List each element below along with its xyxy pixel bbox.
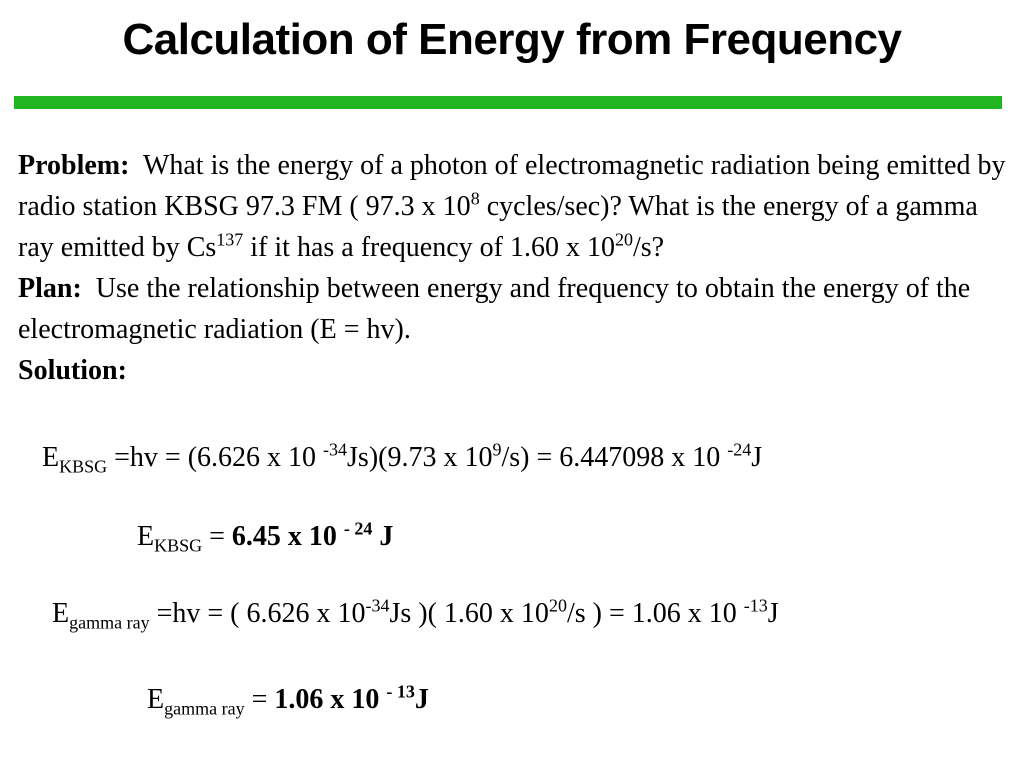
eq3-part-2: Js )( 1.60 x 10 bbox=[389, 598, 549, 629]
eq1-subscript: KBSG bbox=[59, 456, 108, 477]
equation-kbsg-full bbox=[42, 441, 762, 475]
solution-paragraph bbox=[18, 350, 1018, 391]
problem-text-1: What is the energy of a photon of electromagnetic radiation being emitted by radio station KBSG 97.3 FM ( 97.3 x 10 bbox=[18, 150, 1006, 222]
equation-kbsg-result bbox=[137, 520, 393, 554]
eq1-part-4: J bbox=[751, 442, 763, 473]
equation-gamma-full bbox=[52, 597, 779, 631]
eq3-part-4: J bbox=[767, 598, 779, 629]
eq3-sup-2: 20 bbox=[548, 595, 567, 616]
eq1-sup-1: -34 bbox=[323, 439, 348, 460]
eq1-part-1: =hv = (6.626 x 10 bbox=[107, 442, 324, 473]
eq1-part-2: Js)(9.73 x 10 bbox=[347, 442, 493, 473]
eq1-sup-2: 9 bbox=[492, 439, 502, 460]
title-divider-bar bbox=[14, 96, 1002, 109]
eq4-equals: = bbox=[244, 684, 275, 715]
eq4-symbol: E bbox=[147, 684, 165, 715]
eq4-result-unit: J bbox=[414, 684, 429, 715]
eq1-sup-3: -24 bbox=[727, 439, 752, 460]
plan-text: Use the relationship between energy and frequency to obtain the energy of the electromagnetic radiation (E = hv). bbox=[18, 273, 971, 345]
problem-text-4: /s? bbox=[632, 232, 665, 263]
equation-gamma-result bbox=[147, 683, 429, 717]
problem-exp-1: 8 bbox=[470, 188, 480, 209]
plan-label: Plan: bbox=[18, 273, 82, 304]
slide-title: Calculation of Energy from Frequency bbox=[122, 15, 902, 64]
eq4-result-exponent: - 13 bbox=[386, 681, 415, 702]
eq3-symbol: E bbox=[52, 598, 70, 629]
eq2-result-exponent: - 24 bbox=[343, 518, 373, 539]
eq1-symbol: E bbox=[42, 442, 60, 473]
problem-exp-2: 137 bbox=[216, 229, 244, 250]
eq2-result-mantissa: 6.45 x 10 bbox=[231, 521, 344, 552]
solution-label: Solution: bbox=[18, 355, 127, 386]
problem-exp-3: 20 bbox=[614, 229, 633, 250]
eq3-subscript: gamma ray bbox=[69, 612, 150, 633]
eq2-result-unit: J bbox=[372, 521, 394, 552]
eq2-equals: = bbox=[202, 521, 232, 552]
problem-text-2: cycles/sec)? What is the energy of a gamma ray emitted by Cs bbox=[18, 191, 978, 263]
eq4-subscript: gamma ray bbox=[164, 698, 245, 719]
problem-text-3: if it has a frequency of 1.60 x 10 bbox=[243, 232, 615, 263]
eq3-sup-3: -13 bbox=[743, 595, 768, 616]
eq4-result-mantissa: 1.06 x 10 bbox=[274, 684, 387, 715]
eq3-part-3: /s ) = 1.06 x 10 bbox=[566, 598, 744, 629]
slide-body bbox=[18, 145, 1018, 391]
eq1-part-3: /s) = 6.447098 x 10 bbox=[501, 442, 728, 473]
eq2-subscript: KBSG bbox=[154, 535, 203, 556]
problem-paragraph bbox=[18, 145, 1018, 268]
eq3-part-1: =hv = ( 6.626 x 10 bbox=[149, 598, 366, 629]
problem-label: Problem: bbox=[18, 150, 130, 181]
eq2-symbol: E bbox=[137, 521, 155, 552]
eq3-sup-1: -34 bbox=[365, 595, 390, 616]
plan-paragraph bbox=[18, 268, 1018, 350]
